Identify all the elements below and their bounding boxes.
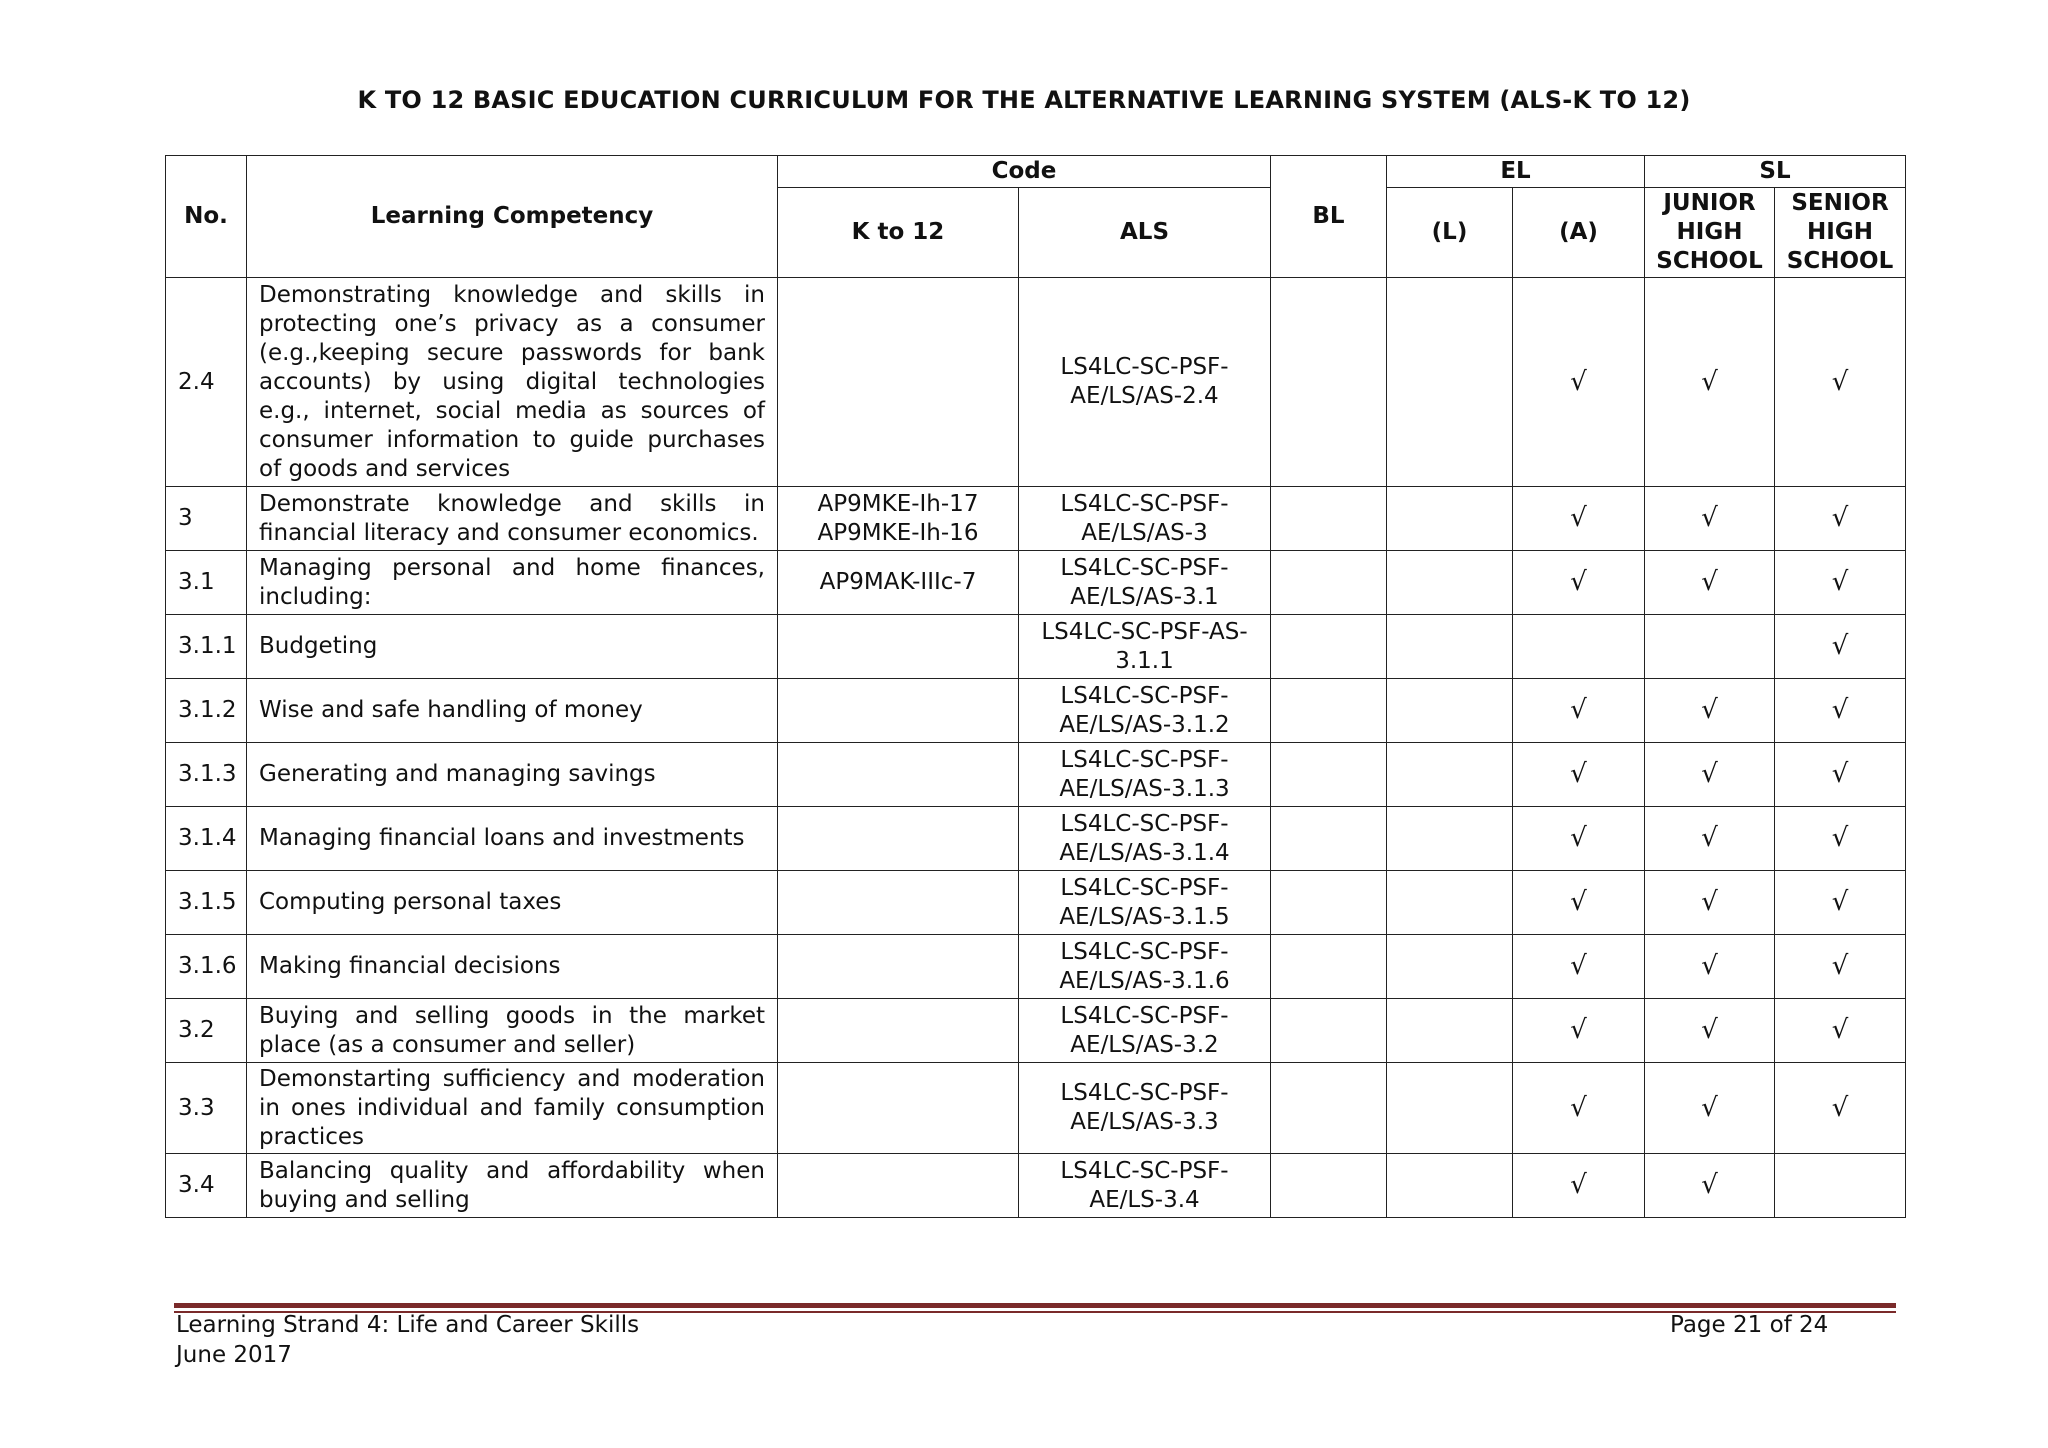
als-code: LS4LC-SC-PSF-AE/LS/AS-3 [1019,487,1271,551]
header-el: EL [1387,156,1645,188]
el-a-mark: √ [1513,551,1645,615]
header-junior-high-school: JUNIOR HIGH SCHOOL [1645,188,1775,278]
junior-high-mark: √ [1645,487,1775,551]
k-to-12-code [778,743,1019,807]
el-l-mark [1387,1063,1513,1154]
curriculum-table [165,155,1906,1218]
bl-mark [1271,807,1387,871]
learning-competency: Generating and managing savings [247,743,778,807]
senior-high-mark: √ [1775,935,1906,999]
row-number: 3.1.1 [166,615,247,679]
row-number: 3.1 [166,551,247,615]
el-a-mark: √ [1513,1063,1645,1154]
header-no: No. [166,156,247,278]
als-code: LS4LC-SC-PSF-AE/LS/AS-3.1.6 [1019,935,1271,999]
el-l-mark [1387,999,1513,1063]
junior-high-mark: √ [1645,679,1775,743]
k-to-12-code [778,615,1019,679]
el-l-mark [1387,935,1513,999]
el-a-mark: √ [1513,871,1645,935]
el-l-mark [1387,487,1513,551]
k-to-12-code: AP9MAK-IIIc-7 [778,551,1019,615]
header-bl: BL [1271,156,1387,278]
el-a-mark: √ [1513,999,1645,1063]
el-a-mark: √ [1513,679,1645,743]
senior-high-mark: √ [1775,743,1906,807]
bl-mark [1271,551,1387,615]
learning-competency: Demonstrating knowledge and skills in protecting one’s privacy as a consumer (e.g.,keeping secure passwords for bank accounts) by using digital technologies e.g., internet, social media as sources of consumer information to guide purchases of goods and services [247,278,778,487]
learning-competency: Managing financial loans and investments [247,807,778,871]
junior-high-mark [1645,615,1775,679]
bl-mark [1271,1063,1387,1154]
row-number: 3 [166,487,247,551]
k-to-12-code [778,999,1019,1063]
learning-competency: Balancing quality and affordability when buying and selling [247,1154,778,1218]
el-a-mark: √ [1513,807,1645,871]
als-code: LS4LC-SC-PSF-AE/LS/AS-3.3 [1019,1063,1271,1154]
table-row [166,1154,1906,1218]
row-number: 3.1.3 [166,743,247,807]
header-el-l: (L) [1387,188,1513,278]
header-learning-competency: Learning Competency [247,156,778,278]
k-to-12-code: AP9MKE-Ih-17 AP9MKE-Ih-16 [778,487,1019,551]
bl-mark [1271,679,1387,743]
bl-mark [1271,871,1387,935]
el-l-mark [1387,743,1513,807]
el-a-mark: √ [1513,743,1645,807]
als-code: LS4LC-SC-PSF-AE/LS/AS-3.2 [1019,999,1271,1063]
senior-high-mark: √ [1775,551,1906,615]
junior-high-mark: √ [1645,807,1775,871]
el-l-mark [1387,807,1513,871]
als-code: LS4LC-SC-PSF-AE/LS/AS-3.1.2 [1019,679,1271,743]
header-k-to-12: K to 12 [778,188,1019,278]
junior-high-mark: √ [1645,743,1775,807]
row-number: 3.1.2 [166,679,247,743]
junior-high-mark: √ [1645,1154,1775,1218]
bl-mark [1271,1154,1387,1218]
senior-high-mark: √ [1775,679,1906,743]
als-code: LS4LC-SC-PSF-AE/LS/AS-2.4 [1019,278,1271,487]
table-row [166,807,1906,871]
footer-strand: Learning Strand 4: Life and Career Skills [176,1312,640,1338]
row-number: 3.4 [166,1154,247,1218]
junior-high-mark: √ [1645,935,1775,999]
el-a-mark: √ [1513,935,1645,999]
k-to-12-code [778,1154,1019,1218]
el-l-mark [1387,871,1513,935]
k-to-12-code [778,278,1019,487]
bl-mark [1271,278,1387,487]
k-to-12-code [778,871,1019,935]
header-sl: SL [1645,156,1906,188]
table-row [166,487,1906,551]
el-l-mark [1387,1154,1513,1218]
header-als: ALS [1019,188,1271,278]
senior-high-mark: √ [1775,615,1906,679]
senior-high-mark: √ [1775,487,1906,551]
footer-rule [174,1303,1896,1308]
el-a-mark: √ [1513,1154,1645,1218]
row-number: 3.2 [166,999,247,1063]
footer-date: June 2017 [176,1342,292,1368]
row-number: 3.1.6 [166,935,247,999]
table-row [166,999,1906,1063]
table-row [166,551,1906,615]
junior-high-mark: √ [1645,1063,1775,1154]
als-code: LS4LC-SC-PSF-AS-3.1.1 [1019,615,1271,679]
learning-competency: Buying and selling goods in the market place (as a consumer and seller) [247,999,778,1063]
el-l-mark [1387,615,1513,679]
table-row [166,278,1906,487]
row-number: 3.1.5 [166,871,247,935]
bl-mark [1271,743,1387,807]
k-to-12-code [778,935,1019,999]
row-number: 3.1.4 [166,807,247,871]
als-code: LS4LC-SC-PSF-AE/LS/AS-3.1.5 [1019,871,1271,935]
learning-competency: Wise and safe handling of money [247,679,778,743]
learning-competency: Making financial decisions [247,935,778,999]
als-code: LS4LC-SC-PSF-AE/LS/AS-3.1 [1019,551,1271,615]
senior-high-mark: √ [1775,999,1906,1063]
header-code: Code [778,156,1271,188]
table-row [166,615,1906,679]
table-row [166,743,1906,807]
header-el-a: (A) [1513,188,1645,278]
als-code: LS4LC-SC-PSF-AE/LS/AS-3.1.3 [1019,743,1271,807]
bl-mark [1271,615,1387,679]
senior-high-mark [1775,1154,1906,1218]
table-row [166,935,1906,999]
learning-competency: Demonstrate knowledge and skills in financial literacy and consumer economics. [247,487,778,551]
senior-high-mark: √ [1775,278,1906,487]
bl-mark [1271,487,1387,551]
learning-competency: Managing personal and home finances, including: [247,551,778,615]
el-a-mark [1513,615,1645,679]
senior-high-mark: √ [1775,807,1906,871]
header-senior-high-school: SENIOR HIGH SCHOOL [1775,188,1906,278]
el-l-mark [1387,278,1513,487]
k-to-12-code [778,807,1019,871]
junior-high-mark: √ [1645,999,1775,1063]
footer-page-number: Page 21 of 24 [1670,1312,1829,1338]
row-number: 3.3 [166,1063,247,1154]
als-code: LS4LC-SC-PSF-AE/LS-3.4 [1019,1154,1271,1218]
el-l-mark [1387,551,1513,615]
table-row [166,679,1906,743]
junior-high-mark: √ [1645,278,1775,487]
el-a-mark: √ [1513,278,1645,487]
learning-competency: Budgeting [247,615,778,679]
el-l-mark [1387,679,1513,743]
learning-competency: Demonstarting sufficiency and moderation in ones individual and family consumption practices [247,1063,778,1154]
junior-high-mark: √ [1645,551,1775,615]
junior-high-mark: √ [1645,871,1775,935]
table-row [166,1063,1906,1154]
k-to-12-code [778,679,1019,743]
als-code: LS4LC-SC-PSF-AE/LS/AS-3.1.4 [1019,807,1271,871]
row-number: 2.4 [166,278,247,487]
bl-mark [1271,935,1387,999]
k-to-12-code [778,1063,1019,1154]
senior-high-mark: √ [1775,871,1906,935]
page-title: K TO 12 BASIC EDUCATION CURRICULUM FOR THE ALTERNATIVE LEARNING SYSTEM (ALS-K TO 12) [357,86,1691,114]
bl-mark [1271,999,1387,1063]
senior-high-mark: √ [1775,1063,1906,1154]
table-row [166,871,1906,935]
table-body [166,278,1906,1218]
learning-competency: Computing personal taxes [247,871,778,935]
el-a-mark: √ [1513,487,1645,551]
